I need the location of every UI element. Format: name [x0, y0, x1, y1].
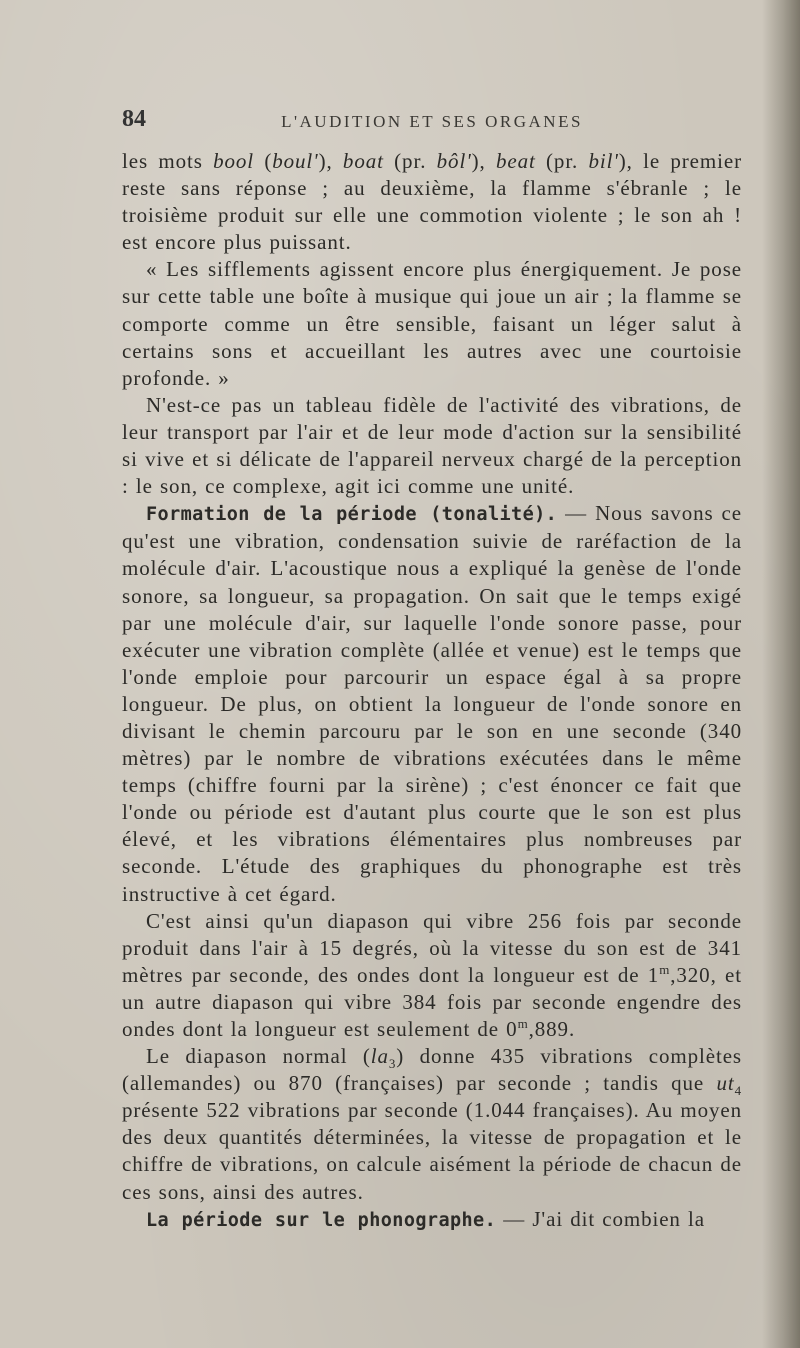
text-run: ) donne 435 vibrations complètes (allemandes) ou 870 (françaises) par seconde ; tandis que: [122, 1044, 742, 1096]
text-run: ),: [471, 149, 496, 173]
paragraph-p2: [122, 256, 742, 391]
paragraph-p5: [122, 908, 742, 1043]
paragraph-p6: [122, 1043, 742, 1206]
text-run: (: [254, 149, 273, 173]
italic-term: ut: [716, 1071, 735, 1096]
paragraph-p1: [122, 148, 742, 256]
superscript: m: [517, 1016, 529, 1031]
section-heading: Formation de la période (tonalité).: [146, 504, 558, 526]
text-run: N'est-ce pas un tableau fidèle de l'activité des vibrations, de leur transport par l'air et de leur mode d'action sur la sensibilité si vive et si délicate de l'appareil nerveux chargé de la perception : le son, ce complexe, agit ici comme une unité.: [122, 392, 742, 499]
page-number: 84: [122, 106, 146, 132]
text-run: (pr.: [535, 149, 589, 173]
italic-term: bool: [213, 149, 255, 173]
italic-term: boul': [272, 149, 319, 173]
text-run: les mots: [122, 149, 214, 173]
italic-term: boat: [342, 149, 384, 173]
text-run: présente 522 vibrations par seconde (1.044 françaises). Au moyen des deux quantités déterminées, la vitesse de propagation et le chiffre de vibrations, on calcule aisément la période de chacun de ces sons, ainsi des autres.: [122, 1098, 742, 1204]
page-header: [122, 106, 742, 136]
subscript: 4: [734, 1083, 742, 1099]
text-run: C'est ainsi qu'un diapason qui vibre 256 fois par seconde produit dans l'air à 15 degrés, où la vitesse du son est de 341 mètres par seconde, des ondes dont la longueur est de 1: [122, 908, 742, 987]
text-run: ),: [318, 149, 343, 173]
text-run: ), le premier reste sans réponse ; au deuxième, la flamme s'ébranle ; le troisième produit sur elle une commotion violente ; le son ah ! est encore plus puissant.: [122, 149, 742, 255]
running-title: L'AUDITION ET SES ORGANES: [281, 112, 583, 131]
text-run: Le diapason normal (: [146, 1044, 371, 1069]
italic-term: bôl': [436, 149, 472, 173]
text-run: « Les sifflements agissent encore plus énergiquement. Je pose sur cette table une boîte à musique qui joue un air ; la flamme se comporte comme un être sensible, faisant un léger salut à certains sons et accueillant les autres avec une courtoisie profonde. »: [122, 257, 742, 390]
page-edge-shadow: [762, 0, 800, 1348]
italic-term: bil': [588, 149, 619, 173]
section-heading: La période sur le phonographe.: [146, 1209, 497, 1231]
italic-term: beat: [495, 149, 536, 173]
italic-term: la: [370, 1044, 389, 1069]
body-text: [122, 148, 742, 1234]
paragraph-p3: [122, 392, 742, 500]
paragraph-p4: [122, 500, 742, 907]
superscript: m: [659, 961, 671, 977]
text-run: — Nous savons ce qu'est une vibration, condensation suivie de raréfaction de la molécule d'air. L'acoustique nous a expliqué la genèse de l'onde sonore, sa longueur, sa propagation. On sait que le temps exigé par une molécule d'air, sur laquelle l'onde sonore passe, pour exécuter une vibration complète (allée et venue) est le temps que l'onde emploie pour parcourir un espace égal à sa propre longueur. De plus, on obtient la longueur de l'onde sonore en divisant le chemin parcouru par le son en une seconde (340 mètres) par le nombre de vibrations exécutées dans le même temps (chiffre fourni par la sirène) ; c'est énoncer ce fait que l'onde ou période est d'autant plus courte que le son est plus élevé, et les vibrations élémentaires plus nombreuses par seconde. L'étude des graphiques du phonographe est très instructive à cet égard.: [122, 501, 742, 906]
text-run: (pr.: [383, 149, 437, 173]
paragraph-p7: [122, 1206, 742, 1234]
text-run: — J'ai dit combien la: [496, 1206, 705, 1231]
text-run: ,889.: [528, 1017, 576, 1041]
text-run: ,320, et un autre diapason qui vibre 384 fois par seconde engendre des ondes dont la longueur est seulement de 0: [122, 962, 742, 1041]
subscript: 3: [388, 1056, 397, 1072]
